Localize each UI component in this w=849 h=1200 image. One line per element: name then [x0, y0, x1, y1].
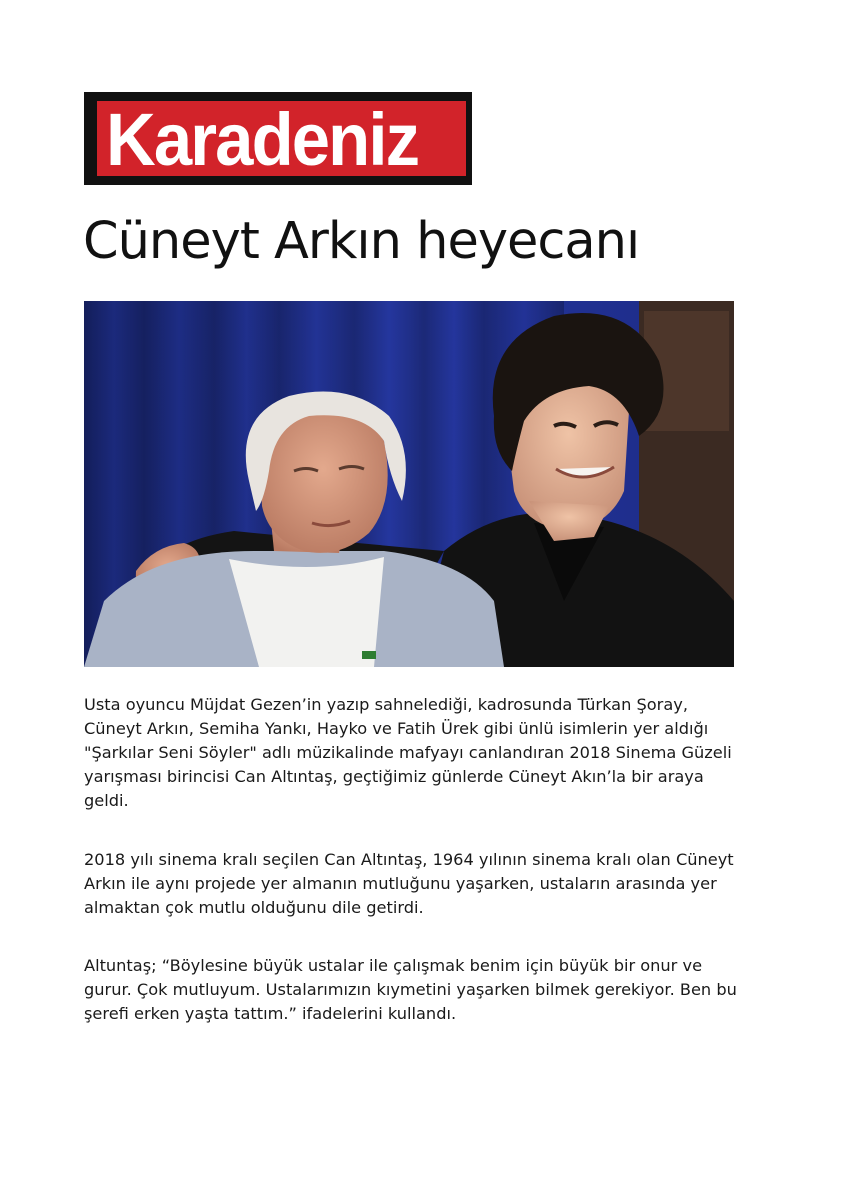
text-line: şerefi erken yaşta tattım.” ifadelerini kullandı. [84, 1004, 457, 1023]
logo-text: Karadeniz [106, 98, 419, 181]
text-line: geldi. [84, 791, 129, 810]
text-line: Usta oyuncu Müjdat Gezen’in yazıp sahnelediği, kadrosunda Türkan Şoray, [84, 695, 688, 714]
text-line: "Şarkılar Seni Söyler" adlı müzikalinde mafyayı canlandıran 2018 Sinema Güzeli [84, 743, 732, 762]
newspaper-logo [84, 92, 472, 185]
article-paragraph-2 [84, 848, 764, 920]
article-headline: Cüneyt Arkın heyecanı [83, 212, 640, 271]
text-line: Arkın ile aynı projede yer almanın mutluğunu yaşarken, ustaların arasında yer [84, 874, 717, 893]
logo-red-band [97, 98, 466, 181]
text-line: gurur. Çok mutluyum. Ustalarımızın kıymetini yaşarken bilmek gerekiyor. Ben bu [84, 980, 737, 999]
article-photo [84, 301, 734, 667]
article-paragraph-1 [84, 693, 764, 813]
text-line: Cüneyt Arkın, Semiha Yankı, Hayko ve Fatih Ürek gibi ünlü isimlerin yer aldığı [84, 719, 709, 738]
text-line: yarışması birincisi Can Altıntaş, geçtiğimiz günlerde Cüneyt Akın’la bir araya [84, 767, 704, 786]
text-line: 2018 yılı sinema kralı seçilen Can Altıntaş, 1964 yılının sinema kralı olan Cüneyt [84, 850, 734, 869]
text-line: Altuntaş; “Böylesine büyük ustalar ile çalışmak benim için büyük bir onur ve [84, 956, 703, 975]
article-paragraph-3 [84, 954, 764, 1026]
text-line: almaktan çok mutlu olduğunu dile getirdi. [84, 898, 424, 917]
